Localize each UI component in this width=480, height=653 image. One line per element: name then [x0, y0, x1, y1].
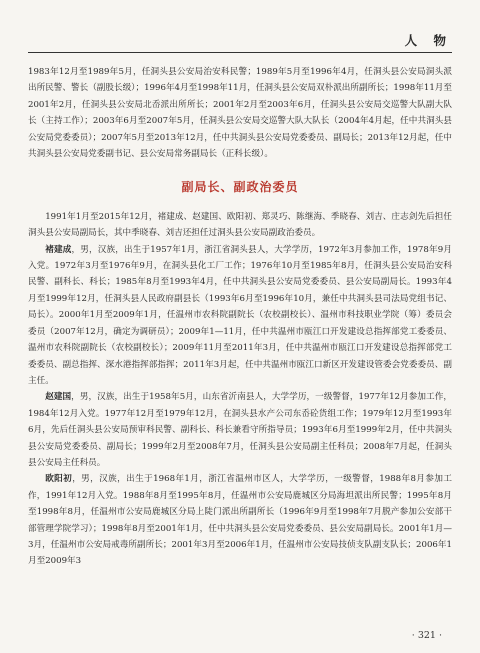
biography-text: ，男，汉族，出生于1958年5月，山东省沂南县人，大学学历，一级警督，1977年12月参加工作，1984年12月入党。1977年12月至1979年12月，在洞头县水产公司东岙砼货组工作；1979年12月至1993年6月，先后任洞头县公安局预审科民警、副科长、科长兼看守所指导员；1993年6月至1999年2月，任中共洞头县公安局党委委员、副局长；1999年2月至2008年7月，任洞头县公安局副主任科员；2008年7月起，任洞头县公安局主任科员。: [28, 392, 452, 468]
person-name: 褚建成: [45, 244, 72, 255]
biography-text: ，男，汉族，出生于1968年1月，浙江省温州市区人，大学学历，一级警督，1988年8月参加工作，1991年12月入党。1988年8月至1995年8月，任温州市公安局鹿城区分局海坦派出所民警；1995年8月至1998年8月，任温州市公安局鹿城区分局上陡门派出所副所长（1996年9月至1998年7月脱产参加公安部干部管理学院学习）；1998年8月至2001年1月，任中共洞头县公安局党委委员、县公安局副局长。2001年1月—3月，任温州市公安局戒毒所副所长；2001年3月至2006年1月，任温州市公安局技侦支队副支队长；2006年1月至2009年3: [28, 474, 452, 567]
paragraph-text: 1991年1月至2015年12月，褚建成、赵建国、欧阳初、郑灵巧、陈继海、季晓春、刘吉、庄志剑先后担任洞头县公安局副局长，其中季晓春、刘吉还担任过洞头县公安局副政治委员。: [28, 211, 452, 239]
biography-paragraph: [28, 389, 452, 471]
paragraph-continued: [28, 64, 452, 162]
header-title: 人 物: [404, 33, 452, 48]
section-heading: 副局长、副政治委员: [181, 180, 299, 195]
paragraph-text: 1983年12月至1989年5月，任洞头县公安局治安科民警；1989年5月至1996年4月，任洞头县公安局洞头派出所民警、警长（副股长级）；1996年4月至1998年11月，任洞头县公安局双朴派出所副所长；1998年11月至2001年2月，任洞头县公安局北岙派出所所长；2001年2月至2003年6月，任洞头县公安局交巡警大队副大队长（主持工作）；2003年6月至2007年5月，任洞头县公安局交巡警大队大队长（2004年4月起，任中共洞头县公安局党委委员）；2007年5月至2013年12月，任中共洞头县公安局党委委员、副局长；2013年12月起，任中共洞头县公安局党委副书记、县公安局常务副局长（正科长级）。: [28, 67, 452, 160]
person-name: 欧阳初: [45, 474, 73, 485]
biography-text: ，男，汉族，出生于1957年1月，浙江省洞头县人，大学学历，1972年3月参加工作，1978年9月入党。1972年3月至1976年9月，在洞头县化工厂工作；1976年10月至1985年8月，任洞头县公安局治安科民警、副科长、科长；1985年8月至1993年4月，任中共洞头县公安局党委委员、县公安局副局长。1993年4月至1999年12月，任洞头县人民政府副县长（1993年6月至1996年10月，兼任中共洞头县司法局党组书记、局长）。2000年1月至2009年1月，任温州市农科院副院长（农校副校长）、温州市科技职业学院（筹）委员会委员（2007年12月，确定为调研员）；2009年1—11月，任中共温州市瓯江口开发建设总指挥部党工委委员、温州市农科院副院长（农校副校长）；2009年11月至2011年3月，任中共温州市瓯江口开发建设总指挥部党工委委员、副总指挥、深水港指挥部指挥；2011年3月起，任中共温州市瓯江口新区开发建设管委会党委委员、副主任。: [28, 244, 452, 386]
biography-paragraph: [28, 471, 452, 569]
biography-paragraph: [28, 242, 452, 390]
running-header: [28, 30, 452, 53]
paragraph-intro: [28, 209, 452, 242]
person-name: 赵建国: [45, 392, 72, 403]
page-number: · 321 ·: [411, 630, 442, 641]
body-text: [28, 64, 452, 570]
